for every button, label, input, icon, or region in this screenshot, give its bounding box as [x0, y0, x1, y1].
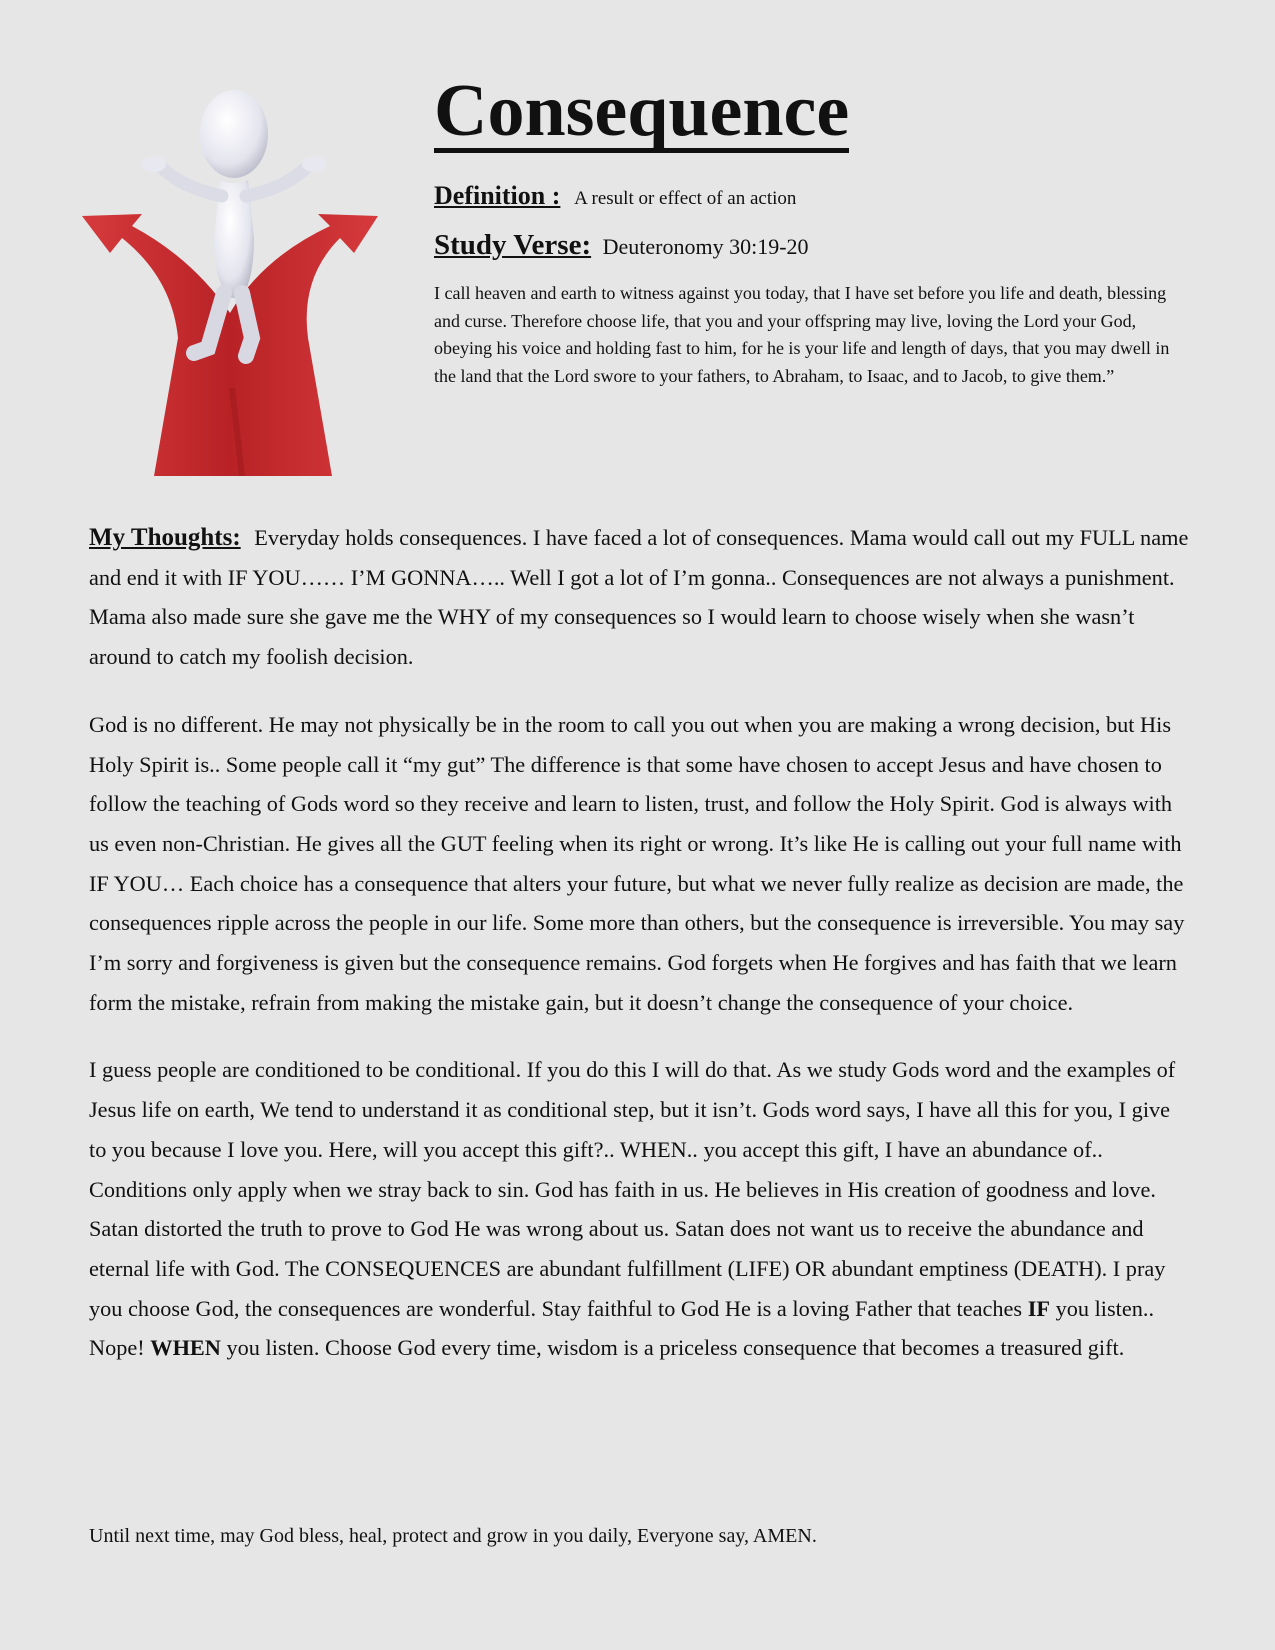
thoughts-paragraph-3-part-c: you listen. Choose God every time, wisdom is a priceless consequence that becomes a treasured gift. [220, 1335, 1125, 1361]
stick-figure-crossroads-icon [82, 88, 398, 476]
thoughts-paragraph-3-part-a: I guess people are conditioned to be conditional. If you do this I will do that. As we study Gods word and the examples of Jesus life on earth, We tend to understand it as conditional step, but it isn’t. Gods word says, I have all this for you, I give to you because I love you. Here, will you accept this gift?.. WHEN.. you accept this gift, I have an abundance of.. Conditions only apply when we stray back to sin. God has faith in us. He believes in His creation of goodness and love. Satan distorted the truth to prove to God He was wrong about us. Satan does not want us to receive the abundance and eternal life with God. The CONSEQUENCES are abundant fulfillment (LIFE) OR abundant emptiness (DEATH). I pray you choose God, the consequences are wonderful. Stay faithful to God He is a loving Father that teaches [89, 1057, 1176, 1321]
page-title: Consequence [434, 70, 850, 152]
study-verse-label: Study Verse: [434, 229, 592, 261]
thoughts-paragraph-3 [89, 1050, 1189, 1368]
crossroads-illustration [82, 88, 398, 476]
thoughts-paragraph-1-text: Everyday holds consequences. I have faced a lot of consequences. Mama would call out my FULL name and end it with IF YOU…… I’M GONNA….. Well I got a lot of I’m gonna.. Consequences are not always a punishment. Mama also made sure she gave me the WHY of my consequences so I would learn to choose wisely when she wasn’t around to catch my foolish decision. [89, 525, 1189, 670]
emphasis-when: WHEN [150, 1335, 221, 1361]
definition-text: A result or effect of an action [574, 188, 797, 209]
thoughts-label: My Thoughts: [89, 524, 241, 551]
study-verse-text: I call heaven and earth to witness against you today, that I have set before you life and death, blessing and curse. Therefore choose life, that you and your offspring may live, loving the Lord your God, obeying his voice and holding fast to him, for he is your life and length of days, that you may dwell in the land that the Lord swore to your fathers, to Abraham, to Isaac, and to Jacob, to give them.” [434, 283, 1170, 386]
thoughts-paragraph-2: God is no different. He may not physically be in the room to call you out when you are making a wrong decision, but His Holy Spirit is.. Some people call it “my gut” The difference is that some have chosen to accept Jesus and have chosen to follow the teaching of Gods word so they receive and learn to listen, trust, and follow the Holy Spirit. God is always with us even non-Christian. He gives all the GUT feeling when its right or wrong. It’s like He is calling out your full name with IF YOU… Each choice has a consequence that alters your future, but what we never fully realize as decision are made, the consequences ripple across the people in our life. Some more than others, but the consequence is irreversible. You may say I’m sorry and forgiveness is given but the consequence remains. God forgets when He forgives and has faith that we learn form the mistake, refrain from making the mistake gain, but it doesn’t change the consequence of your choice. [89, 711, 1185, 1015]
thoughts-paragraph-3-part-b: you listen.. Nope! [89, 1295, 1155, 1361]
definition-label: Definition : [434, 181, 561, 210]
header-block [434, 70, 1194, 390]
study-verse-reference: Deuteronomy 30:19-20 [602, 234, 809, 259]
definition-line [434, 181, 1194, 211]
emphasis-if: IF [1027, 1295, 1050, 1321]
thoughts-section [89, 518, 1189, 1396]
thoughts-paragraph-1 [89, 518, 1189, 677]
closing-line: Until next time, may God bless, heal, protect and grow in you daily, Everyone say, AMEN. [89, 1525, 817, 1547]
study-verse-line [434, 229, 1194, 262]
